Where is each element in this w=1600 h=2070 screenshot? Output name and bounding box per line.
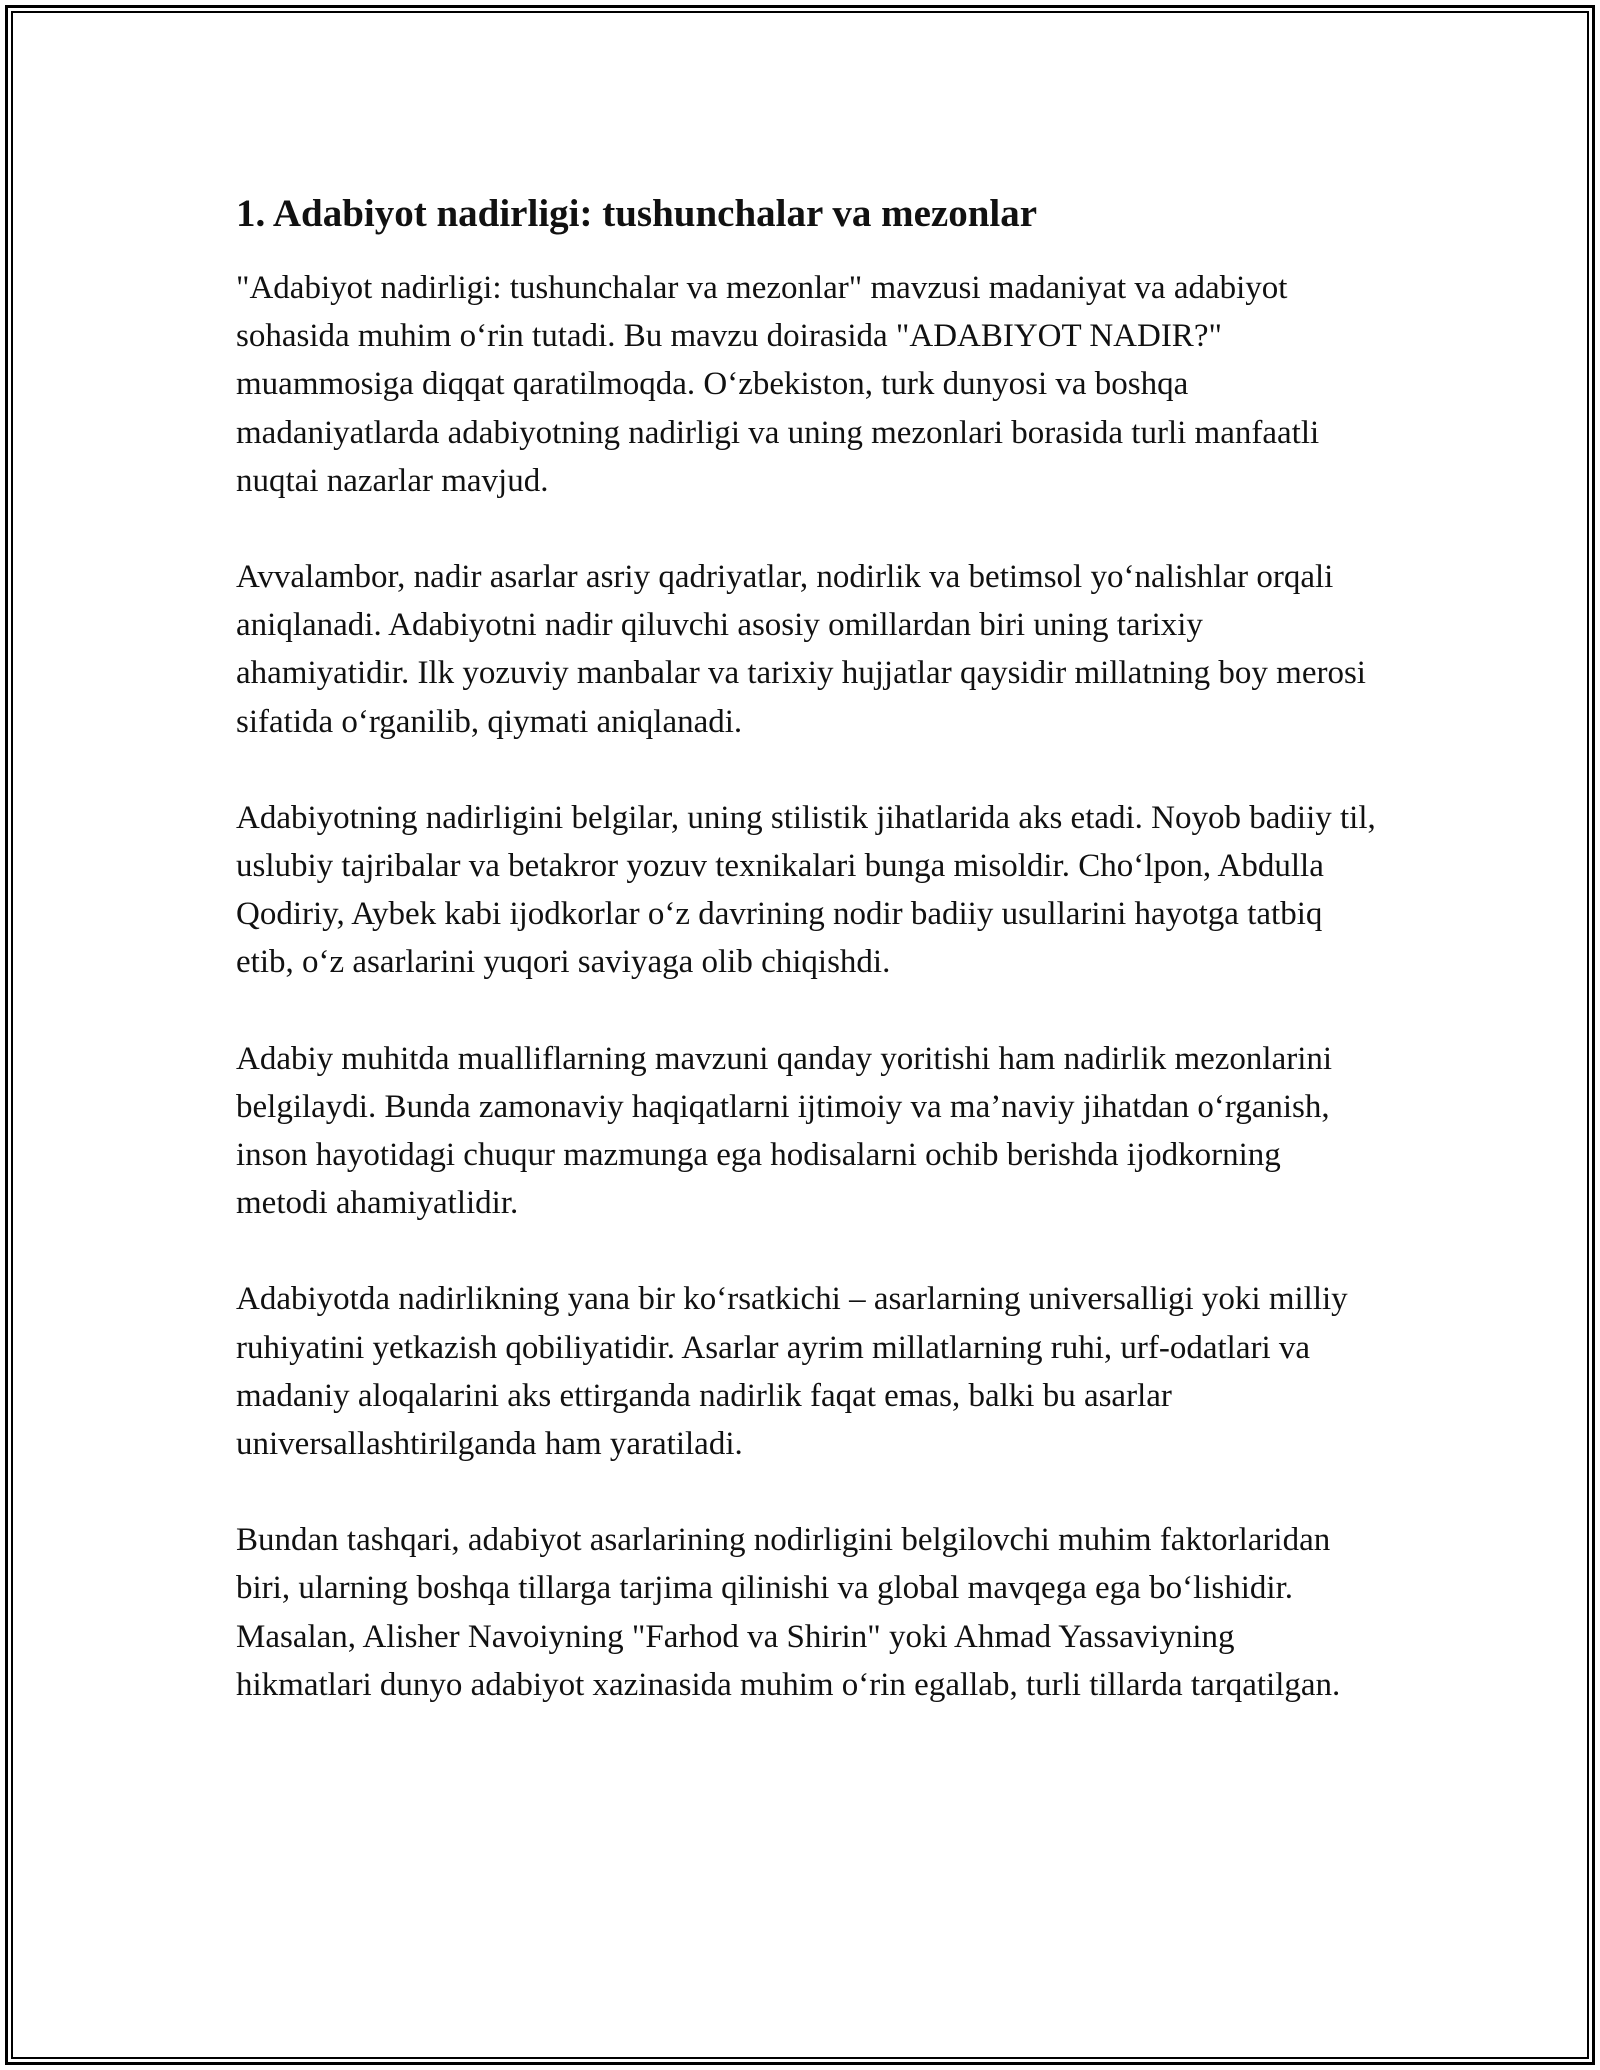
paragraph-2: Avvalambor, nadir asarlar asriy qadriyatlar, nodirlik va betimsol yo‘nalishlar orqali aniqlanadi. Adabiyotni nadir qiluvchi asosiy omillardan biri uning tarixiy ahamiyatidir. Ilk yozuviy manbalar va tarixiy hujjatlar qaysidir millatning boy merosi sifatida o‘rganilib, qiymati aniqlanadi. — [236, 559, 1366, 740]
section-title: 1. Adabiyot nadirligi: tushunchalar va mezonlar — [236, 192, 1038, 235]
paragraph-1: "Adabiyot nadirligi: tushunchalar va mezonlar" mavzusi madaniyat va adabiyot sohasida muhim o‘rin tutadi. Bu mavzu doirasida "ADABIYOT NADIR?" muammosiga diqqat qaratilmoqda. O‘zbekiston, turk dunyosi va boshqa madaniyatlarda adabiyotning nadirligi va uning mezonlari borasida turli manfaatli nuqtai nazarlar mavjud. — [236, 270, 1320, 499]
paragraph-3: Adabiyotning nadirligini belgilar, uning stilistik jihatlarida aks etadi. Noyob badiiy til, uslubiy tajribalar va betakror yozuv texnikalari bunga misoldir. Cho‘lpon, Abdulla Qodiriy, Aybek kabi ijodkorlar o‘z davrining nodir badiiy usullarini hayotga tatbiq etib, o‘z asarlarini yuqori saviyaga olib chiqishdi. — [236, 799, 1376, 981]
paragraph-6: Bundan tashqari, adabiyot asarlarining nodirligini belgilovchi muhim faktorlaridan biri, ularning boshqa tillarga tarjima qilinishi va global mavqega ega bo‘lishidir. Masalan, Alisher Navoiyning "Farhod va Shirin" yoki Ahmad Yassaviyning hikmatlari dunyo adabiyot xazinasida muhim o‘rin egallab, turli tillarda tarqatilgan. — [236, 1522, 1341, 1703]
paragraph-5: Adabiyotda nadirlikning yana bir ko‘rsatkichi – asarlarning universalligi yoki milliy ruhiyatini yetkazish qobiliyatidir. Asarlar ayrim millatlarning ruhi, urf-odatlari va madaniy aloqalarini aks ettirganda nadirlik faqat emas, balki bu asarlar universallashtirilganda ham yaratiladi. — [236, 1281, 1348, 1463]
paragraph-4: Adabiy muhitda mualliflarning mavzuni qanday yoritishi ham nadirlik mezonlarini belgilaydi. Bunda zamonaviy haqiqatlarni ijtimoiy va ma’naviy jihatdan o‘rganish, inson hayotidagi chuqur mazmunga ega hodisalarni ochib berishda ijodkorning metodi ahamiyatlidir. — [236, 1040, 1333, 1222]
document-body — [236, 186, 1376, 1757]
